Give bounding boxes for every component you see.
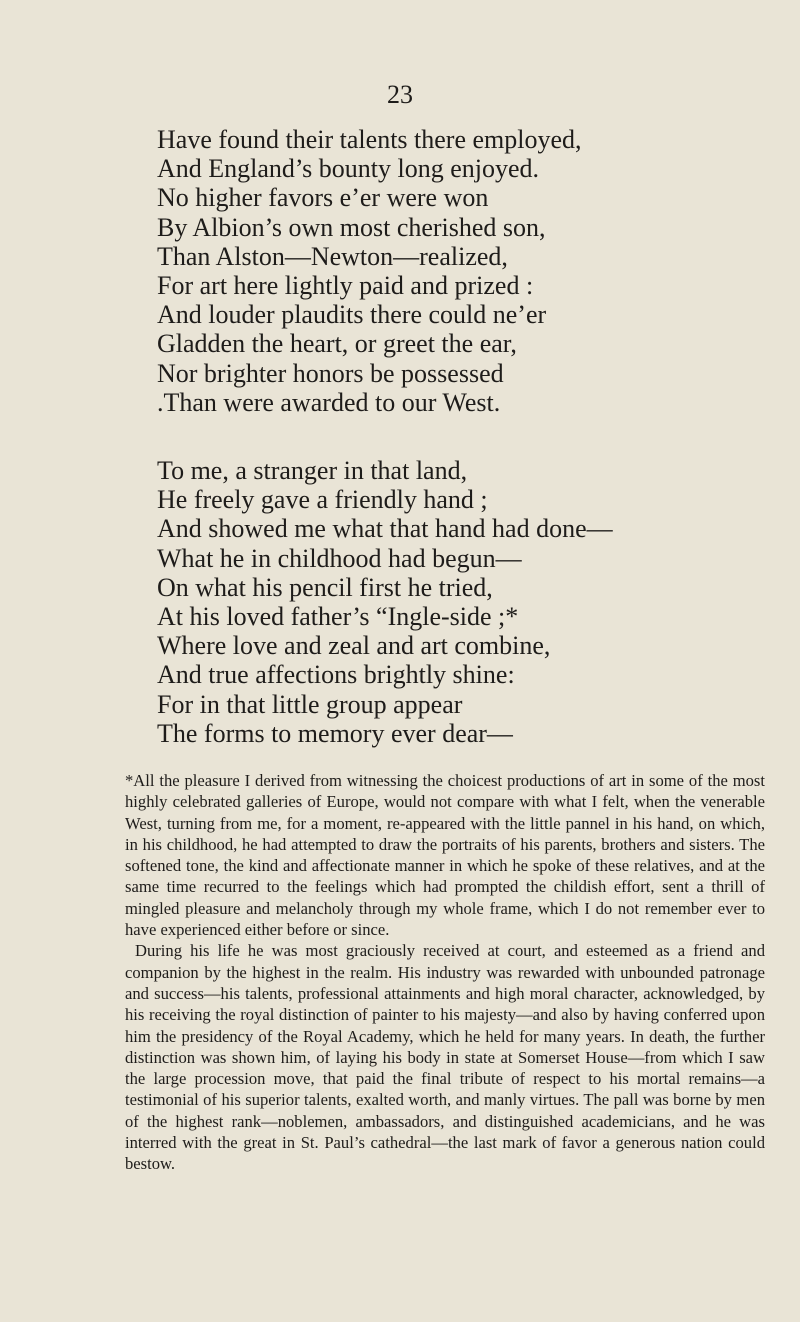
poem-line: To me, a stranger in that land, bbox=[157, 456, 468, 485]
footnote-paragraph: During his life he was most graciously received at court, and esteemed as a friend and companion by the highest in the realm. His industry was rewarded with unbounded patronage and success—his talents, professional attainments and high moral character, acknowledged, by his receiving the royal distinction of painter to his majesty—and also by having conferred upon him the presidency of the Royal Academy, which he held for many years. In death, the further distinction was shown him, of laying his body in state at Somerset House—from which I saw the large procession move, that paid the final tribute of respect to his mortal remains—a testimonial of his superior talents, exalted worth, and manly virtues. The pall was borne by men of the highest rank—noblemen, ambassadors, and distinguished academicians, and he was interred with the great in St. Paul’s cathedral—the last mark of favor a generous nation could bestow. bbox=[125, 941, 765, 1174]
poem-line: The forms to memory ever dear— bbox=[157, 718, 513, 748]
poem-line: Nor brighter honors be possessed bbox=[157, 358, 504, 388]
poem-line: Where love and zeal and art combine, bbox=[157, 631, 551, 661]
footnote-paragraph: *All the pleasure I derived from witnessing the choicest productions of art in some of the most highly celebrated galleries of Europe, would not compare with what I felt, when the venerable West, turning from me, for a moment, re-appeared with the little pannel in his hand, on which, in his childhood, he had attempted to draw the portraits of his parents, brothers and sisters. The softened tone, the kind and affectionate manner in which he spoke of these relatives, and at the same time recurred to the feelings which had prompted the childish effort, sent a thrill of mingled pleasure and melancholy through my whole frame, which I do not remember ever to have experienced either before or since. bbox=[125, 771, 765, 940]
poem-line: Gladden the heart, or greet the ear, bbox=[157, 329, 517, 359]
poem-line: At his loved father’s “Ingle-side ;* bbox=[157, 601, 519, 631]
poem-line: And England’s bounty long enjoyed. bbox=[157, 154, 540, 184]
poem-stanza-1 bbox=[157, 125, 777, 417]
page-number: 23 bbox=[387, 80, 413, 109]
poem-line: For in that little group appear bbox=[157, 689, 463, 719]
poem-line: For art here lightly paid and prized : bbox=[157, 270, 534, 300]
poem-line: By Albion’s own most cherished son, bbox=[157, 212, 546, 242]
poem-stanza-2 bbox=[157, 456, 777, 748]
poem-line: On what his pencil first he tried, bbox=[157, 572, 493, 602]
poem-line: And showed me what that hand had done— bbox=[157, 514, 613, 544]
poem-line: No higher favors e’er were won bbox=[157, 183, 489, 213]
footnote bbox=[125, 770, 765, 1175]
poem-line: And louder plaudits there could ne’er bbox=[157, 300, 547, 330]
poem-line: .Than were awarded to our West. bbox=[157, 387, 501, 417]
poem-line: He freely gave a friendly hand ; bbox=[157, 485, 488, 515]
poem-line: What he in childhood had begun— bbox=[157, 543, 522, 573]
poem-line: Than Alston—Newton—realized, bbox=[157, 241, 508, 271]
poem-line: Have found their talents there employed, bbox=[157, 125, 582, 154]
poem-line: And true affections brightly shine: bbox=[157, 660, 515, 690]
